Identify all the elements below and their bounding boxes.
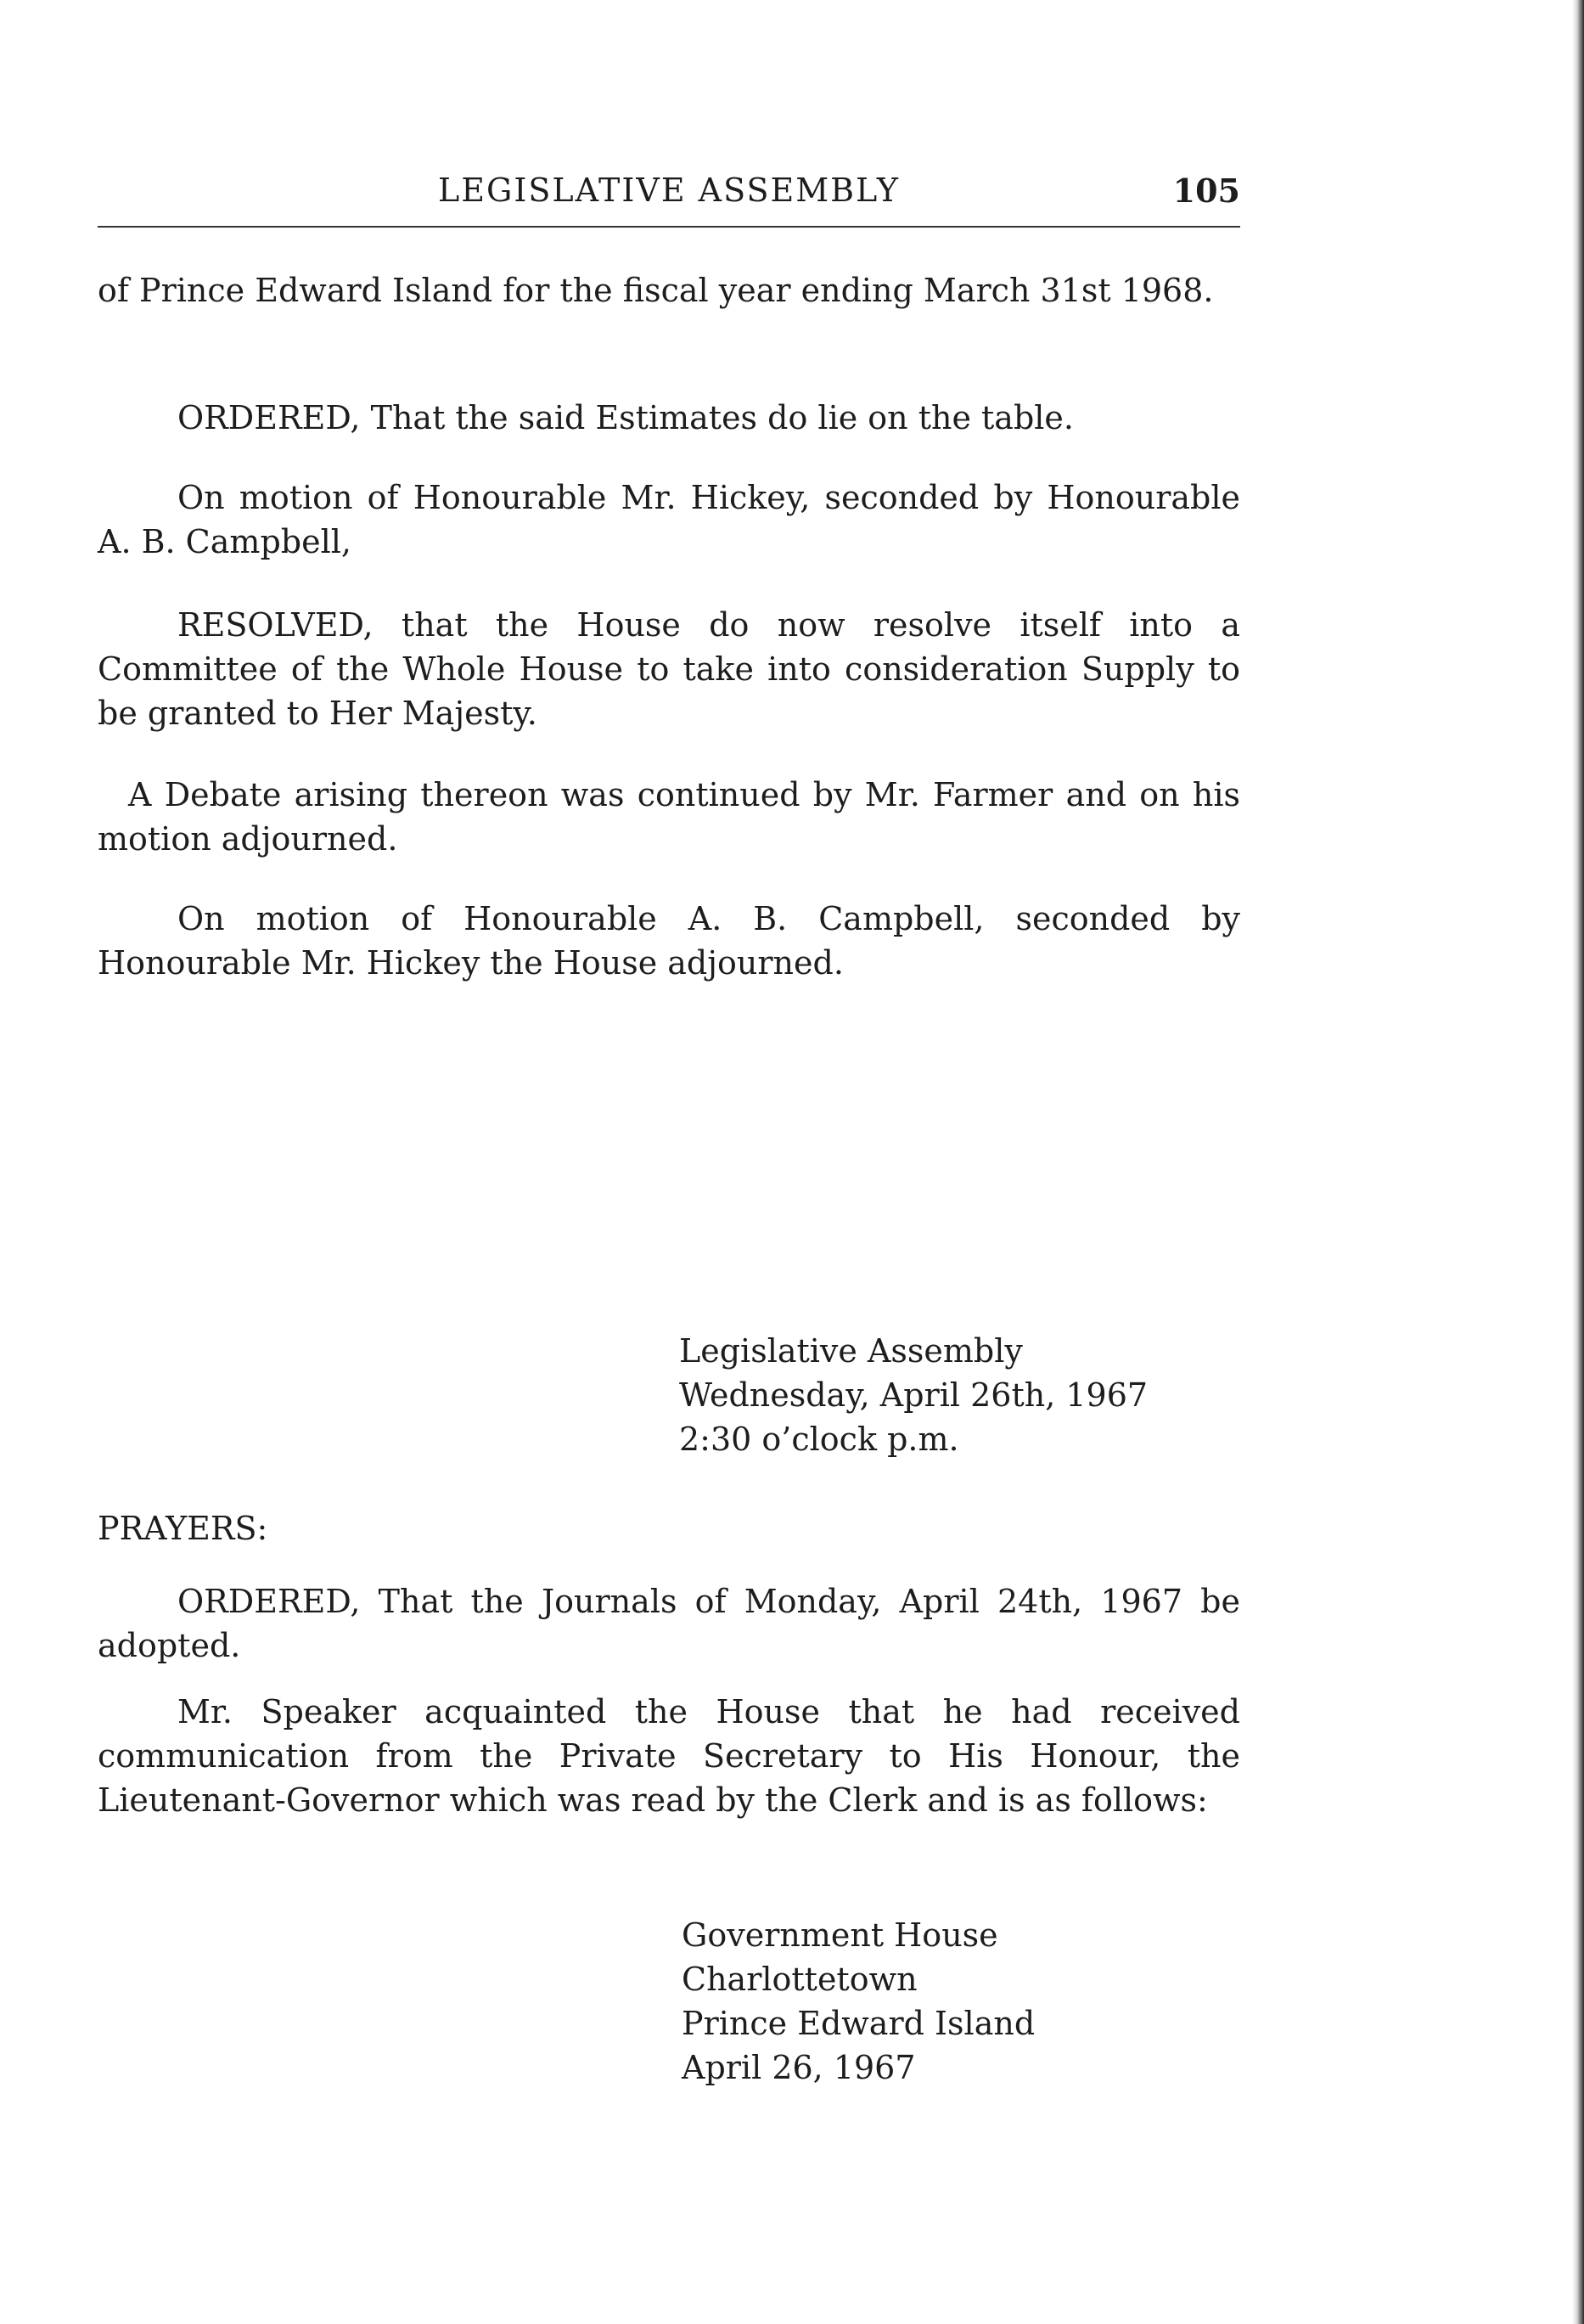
running-title: LEGISLATIVE ASSEMBLY xyxy=(438,172,900,209)
paragraph-ordered-estimates: ORDERED, That the said Estimates do lie on the table. xyxy=(177,399,1075,436)
address-line-city: Charlottetown xyxy=(682,1961,918,1998)
prayers-heading: PRAYERS: xyxy=(98,1510,268,1547)
paragraph-motion-campbell: On motion of Honourable A. B. Campbell, seconded by Honourable Mr. Hickey the House adjourned. xyxy=(98,900,1240,982)
paragraph-speaker-communication: Mr. Speaker acquainted the House that he had received communication from the Private Secretary to His Honour, the Lieutenant-Governor which was read by the Clerk and is as follows: xyxy=(98,1693,1240,1819)
paragraph-ordered-journals: ORDERED, That the Journals of Monday, April 24th, 1967 be adopted. xyxy=(98,1583,1240,1664)
sitting-block xyxy=(679,1329,1222,1461)
letter-address-block xyxy=(682,1913,1225,2090)
paragraph-continuation: of Prince Edward Island for the fiscal year ending March 31st 1968. xyxy=(98,272,1214,309)
paragraph-motion-hickey: On motion of Honourable Mr. Hickey, seconded by Honourable A. B. Campbell, xyxy=(98,479,1240,560)
sitting-date: Wednesday, April 26th, 1967 xyxy=(679,1376,1149,1414)
paragraph-debate: A Debate arising thereon was continued by Mr. Farmer and on his motion adjourned. xyxy=(98,776,1240,858)
page-header xyxy=(98,166,1240,228)
sitting-time: 2:30 o’clock p.m. xyxy=(679,1421,959,1458)
address-line-date: April 26, 1967 xyxy=(682,2049,916,2086)
page-number: 105 xyxy=(1172,172,1240,210)
paragraph-resolved: RESOLVED, that the House do now resolve itself into a Committee of the Whole House to take into consideration Supply to be granted to Her Majesty. xyxy=(98,606,1240,732)
address-line-province: Prince Edward Island xyxy=(682,2005,1036,2042)
page-edge-shadow xyxy=(1572,0,1584,2324)
address-line-government-house: Government House xyxy=(682,1916,998,1954)
sitting-place: Legislative Assembly xyxy=(679,1332,1023,1370)
